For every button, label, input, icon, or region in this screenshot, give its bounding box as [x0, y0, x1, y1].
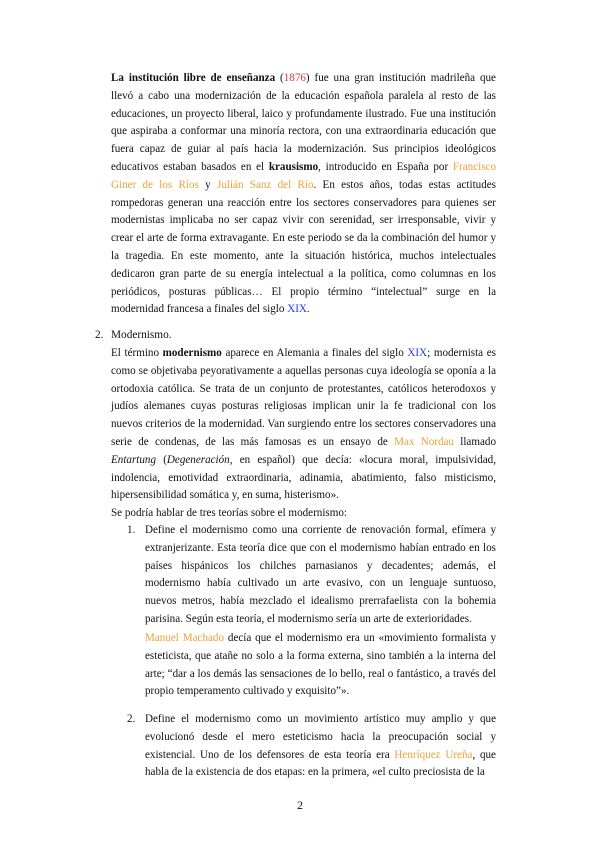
text-span: llamado	[453, 435, 496, 448]
text-span: (	[156, 453, 167, 466]
bold-term-modernismo: modernismo	[162, 347, 222, 359]
list-item-1: Define el modernismo como una corriente de renovación formal, efímera y extranjerizante. Esta teoría dice que con el modernismo habían entrado en los países hispánicos los chilches parnasianos y decadentes; además, el modernismo había cultivado un arte evasivo, con un lenguaje suntuoso, nuevos metros, había mezclado el idealismo prerrafaelista con la bohemia parisina. Según esta teoría, el modernismo sería un arte de exterioridades.	[145, 524, 496, 625]
italic-entartung: Entartung	[111, 453, 156, 466]
name-link-machado[interactable]: Manuel Machado	[145, 632, 225, 644]
list-item-2	[145, 711, 496, 782]
name-link-sanz[interactable]: Julián Sanz del Río	[217, 178, 314, 191]
text-span: .	[306, 303, 310, 316]
name-link-nordau[interactable]: Max Nordau	[394, 435, 454, 448]
century-link[interactable]: XIX	[287, 303, 307, 316]
text-span: y	[198, 178, 217, 191]
paragraph-institucion	[111, 70, 496, 319]
paragraph-tres-teorias: Se podría hablar de tres teorías sobre el modernismo:	[111, 507, 347, 519]
list-number-1: 1.	[127, 524, 136, 536]
section-title: Modernismo.	[111, 329, 172, 341]
text-span: (	[275, 72, 284, 84]
list-item-1-machado	[145, 630, 496, 701]
section-number: 2.	[95, 329, 104, 341]
text-span: decía que el modernismo era un «movimiento formalista y esteticista, que atañe no solo a la forma externa, sino también a la interna del arte; “dar a los demás las sensaciones de lo bello, real o fantástico, a través del propio temperamento cultivado y exquisito”».	[145, 632, 496, 698]
section-heading-modernismo	[95, 327, 172, 345]
text-span: . En estos años, todas estas actitudes rompedoras generan una reacción entre los sectores conservadores para quienes ser modernistas implicaba no ser capaz vivir con serenidad, ser irresponsable, vivir y crear el arte de forma extravagante. En este periodo se da la combinación del humor y la tragedia. En este momento, ante la situación histórica, muchos intelectuales dedicaron gran parte de su energía intelectual a la política, como columnas en los periódicos, posturas públicas… El propio término “intelectual” surge en la modernidad francesa a finales del siglo	[111, 178, 497, 316]
bold-term-krausismo: krausismo	[268, 160, 319, 173]
list-number-2: 2.	[127, 713, 136, 725]
paragraph-modernismo	[111, 345, 496, 505]
text-span: , introducido en España por	[318, 160, 453, 173]
text-span: aparece en Alemania a finales del siglo	[221, 347, 408, 359]
century-link[interactable]: XIX	[407, 347, 428, 359]
bold-term-institucion: La institución libre de enseñanza	[111, 72, 276, 84]
italic-degeneracion: Degeneración	[166, 453, 230, 466]
text-span: Define el modernismo como un movimiento artístico muy amplio y que evolucionó desde el mero esteticismo hacia la preocupación social y existencial. Uno de los defensores de esta teoría era	[145, 713, 496, 761]
text-span: ; modernista es como se objetivaba peyorativamente a aquellas personas cuya ideología se oponía a la ortodoxia católica. Se trata de un conjunto de protestantes, católicos heterodoxos y judíos alemanes cuyas posturas religiosas implican unir la fe tradicional con los nuevos criterios de la modernidad. Van surgiendo entre los sectores conservadores una serie de condenas, de las más famosas es un ensayo de	[111, 347, 496, 448]
name-link-henriquez[interactable]: Henríquez Ureña	[394, 748, 473, 761]
page-number: 2	[297, 798, 303, 812]
text-span: , que habla de la existencia de dos etapas: en la primera, «el culto preciosista de la	[145, 748, 496, 779]
text-span: El término	[111, 347, 163, 359]
text-span: ) fue una gran institución madrileña que llevó a cabo una modernización de la educación española paralela al resto de las educaciones, un proyecto liberal, laico y profundamente ilustrado. Fue una institución que aspiraba a conformar una minoría rectora, con una extraordinaria educación que fuera capaz de guiar al país hacia la modernización. Sus principios ideológicos educativos estaban basados en el	[111, 72, 496, 173]
text-span: , en español) que decía: «locura moral, impulsividad, indolencia, emotividad extraordinaria, adinamia, abatimiento, falso misticismo, hipersensibilidad somática y, en suma, histerismo».	[111, 453, 496, 502]
year-link[interactable]: 1876	[283, 72, 306, 84]
name-link-giner[interactable]: Francisco Giner de los Ríos	[111, 160, 496, 191]
